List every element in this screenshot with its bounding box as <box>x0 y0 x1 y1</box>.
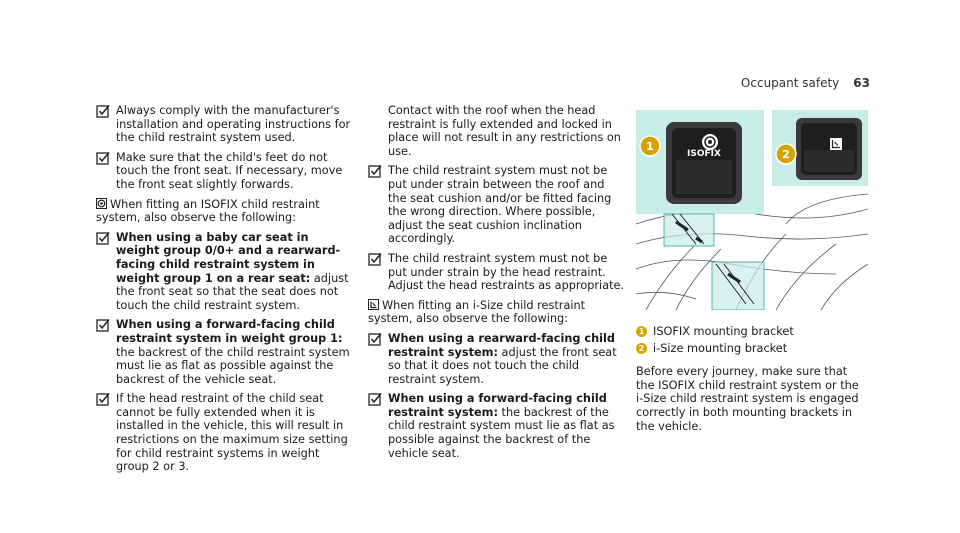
item-text: The child restraint system must not be put under strain by the head restraint. Adjust the head restraints as appropriate. <box>388 251 625 293</box>
checklist-item <box>368 332 626 386</box>
item-bold: When using a forward-facing child restraint system: <box>388 392 607 419</box>
isofix-note <box>96 198 354 225</box>
column-1 <box>96 104 354 480</box>
continuation-text: Contact with the roof when the head restraint is fully extended and locked in place will not result in any restrictions on use. <box>388 104 621 158</box>
item-text <box>388 392 626 460</box>
legend-item <box>636 325 868 339</box>
item-text <box>116 318 354 386</box>
check-icon <box>368 252 388 266</box>
note-text: When fitting an ISOFIX child restraint system, also observe the following: <box>96 197 320 225</box>
item-rest: adjust the front seat so that the seat does not touch the child restraint system. <box>116 271 349 312</box>
legend-number: 1 <box>636 326 647 337</box>
note-text: When fitting an i-Size child restraint system, also observe the following: <box>368 298 586 326</box>
item-text <box>388 332 626 386</box>
check-icon <box>368 392 388 406</box>
isofix-icon <box>96 198 107 209</box>
section-title: Occupant safety <box>740 76 840 90</box>
checklist-item <box>96 392 354 474</box>
isize-note <box>368 299 626 326</box>
isofix-bracket <box>666 122 742 204</box>
legend-number: 2 <box>636 343 647 354</box>
item-bold: When using a rearward-facing child restraint system: <box>388 331 615 359</box>
checklist-item <box>368 164 626 246</box>
highlight-box-1 <box>664 214 714 246</box>
legend-text: i-Size mounting bracket <box>653 341 788 355</box>
checklist-item <box>96 318 354 386</box>
item-rest: the backrest of the child restraint system must lie as flat as possible against the backrest of the vehicle seat. <box>116 345 350 386</box>
callout-1-text: 1 <box>646 140 654 153</box>
legend-item <box>636 342 868 356</box>
item-text: The child restraint system must not be put under strain between the roof and the seat cushion and/or be fitted facing the wrong direction. Where possible, adjust the seat cushion inclination accordingly. <box>388 164 612 246</box>
checklist-item <box>368 252 626 293</box>
item-rest: the backrest of the child restraint system must lie as flat as possible against the backrest of the vehicle seat. <box>388 405 615 460</box>
checklist-item <box>96 151 354 192</box>
column-3 <box>636 325 868 433</box>
item-bold: When using a forward-facing child restraint system in weight group 1: <box>116 318 343 345</box>
callout-2-text: 2 <box>782 148 790 161</box>
legend-text: ISOFIX mounting bracket <box>653 325 794 338</box>
checklist-item <box>96 231 354 313</box>
check-icon <box>96 151 116 165</box>
column-2 <box>368 104 626 466</box>
page-header <box>741 76 870 90</box>
isize-bracket <box>796 118 862 180</box>
item-bold: When using a baby car seat in weight group 0/0+ and a rearward-facing child restraint system in weight group 1 on a rear seat: <box>116 230 341 285</box>
checklist-item <box>368 392 626 460</box>
item-text: Always comply with the manufacturer's installation and operating instructions for the child restraint system used. <box>116 104 351 145</box>
checklist-item <box>96 104 354 145</box>
isofix-illustration <box>636 104 868 310</box>
item-text: Make sure that the child's feet do not touch the front seat. If necessary, move the front seat slightly forwards. <box>116 150 343 191</box>
check-icon <box>96 231 116 245</box>
closing-paragraph: Before every journey, make sure that the ISOFIX child restraint system or the i-Size child restraint system is engaged correctly in both mounting brackets in the vehicle. <box>636 365 859 433</box>
check-icon <box>96 318 116 332</box>
page-number: 63 <box>853 76 870 90</box>
check-icon <box>368 332 388 346</box>
item-rest: adjust the front seat so that it does not touch the child restraint system. <box>388 345 617 386</box>
isize-icon <box>368 299 379 310</box>
check-icon <box>368 164 388 178</box>
isofix-label: ISOFIX <box>687 149 721 159</box>
check-icon <box>96 104 116 118</box>
item-text: If the head restraint of the child seat cannot be fully extended when it is installed in the vehicle, this will result in restrictions on the maximum size setting for child restraint systems in weight group 2 or 3. <box>116 392 348 474</box>
item-text <box>116 231 354 313</box>
check-icon <box>96 392 116 406</box>
